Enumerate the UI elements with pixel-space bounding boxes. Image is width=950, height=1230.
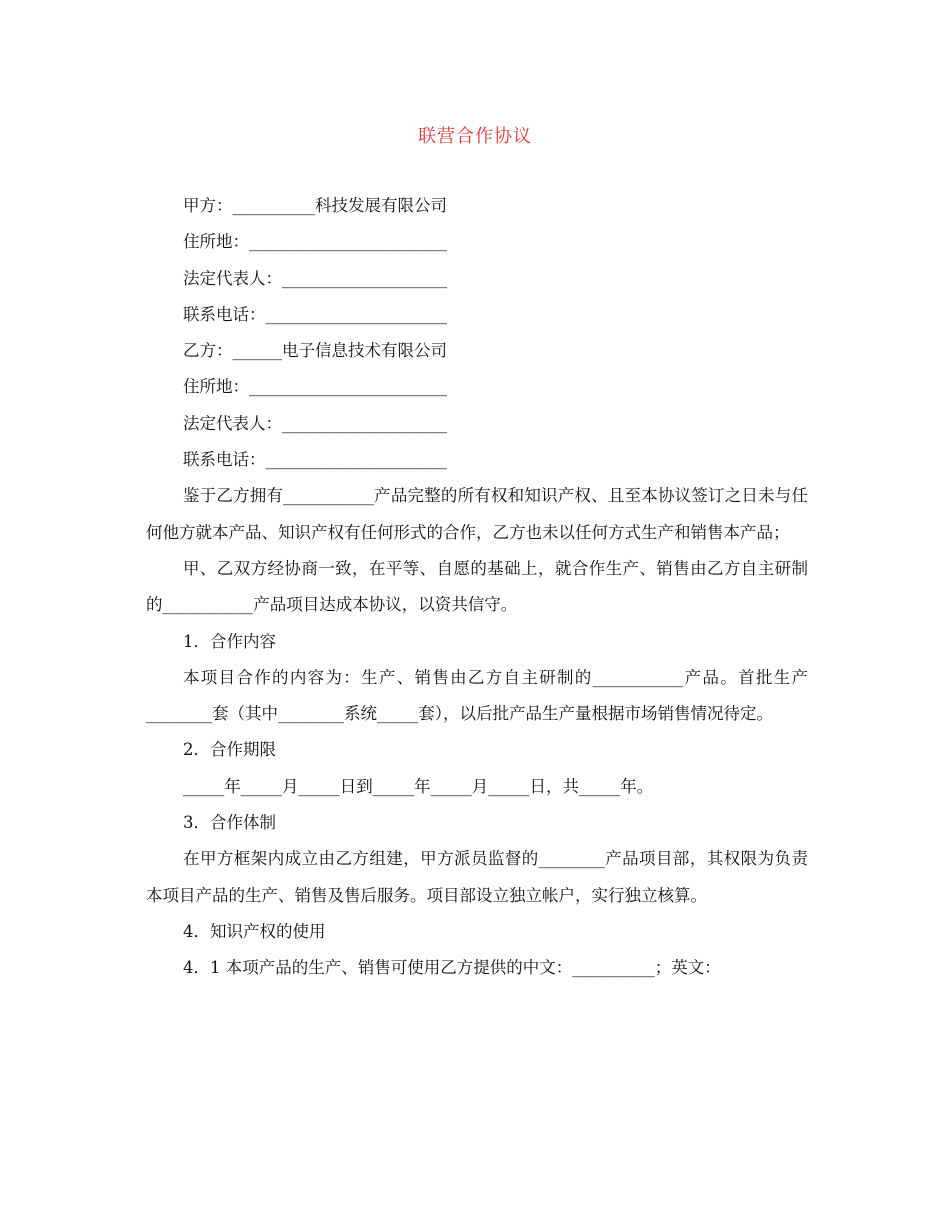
document-title: 联营合作协议 — [418, 126, 532, 147]
section-heading-4: 4．知识产权的使用 — [183, 921, 326, 941]
document-body — [146, 188, 808, 987]
party-b-legal-rep-line: 法定代表人：____________________ — [183, 413, 447, 433]
recital-paragraph: 鉴于乙方拥有___________产品完整的所有权和知识产权、且至本协议签订之日未与任何他方就本产品、知识产权有任何形式的合作，乙方也未以任何方式生产和销售本产品； — [146, 486, 808, 542]
cooperation-term-line: _____年_____月_____日到_____年_____月_____日，共_____年。 — [183, 776, 654, 796]
section-heading-3: 3．合作体制 — [183, 813, 276, 833]
party-a-phone-line: 联系电话：______________________ — [183, 304, 447, 324]
party-b-address-line: 住所地：________________________ — [183, 377, 447, 397]
party-b-line: 乙方：______电子信息技术有限公司 — [183, 341, 447, 361]
party-a-line: 甲方：__________科技发展有限公司 — [183, 196, 447, 215]
party-a-legal-rep-line: 法定代表人：____________________ — [183, 268, 447, 288]
party-b-phone-line: 联系电话：______________________ — [183, 450, 447, 470]
ip-usage-clause: 4．1 本项产品的生产、销售可使用乙方提供的中文：__________；英文： — [183, 958, 721, 978]
section-heading-1: 1．合作内容 — [183, 631, 276, 651]
agreement-paragraph: 甲、乙双方经协商一致，在平等、自愿的基础上，就合作生产、销售由乙方自主研制的___________产品项目达成本协议，以资共信守。 — [146, 558, 808, 615]
cooperation-content-paragraph: 本项目合作的内容为：生产、销售由乙方自主研制的___________产品。首批生产________套（其中________系统_____套），以后批产品生产量根据市场销售情况待定。 — [146, 667, 808, 724]
party-a-address-line: 住所地：________________________ — [183, 232, 447, 252]
section-heading-2: 2．合作期限 — [183, 740, 276, 760]
cooperation-structure-paragraph: 在甲方框架内成立由乙方组建，甲方派员监督的________产品项目部，其权限为负责本项目产品的生产、销售及售后服务。项目部设立独立帐户，实行独立核算。 — [146, 849, 808, 905]
